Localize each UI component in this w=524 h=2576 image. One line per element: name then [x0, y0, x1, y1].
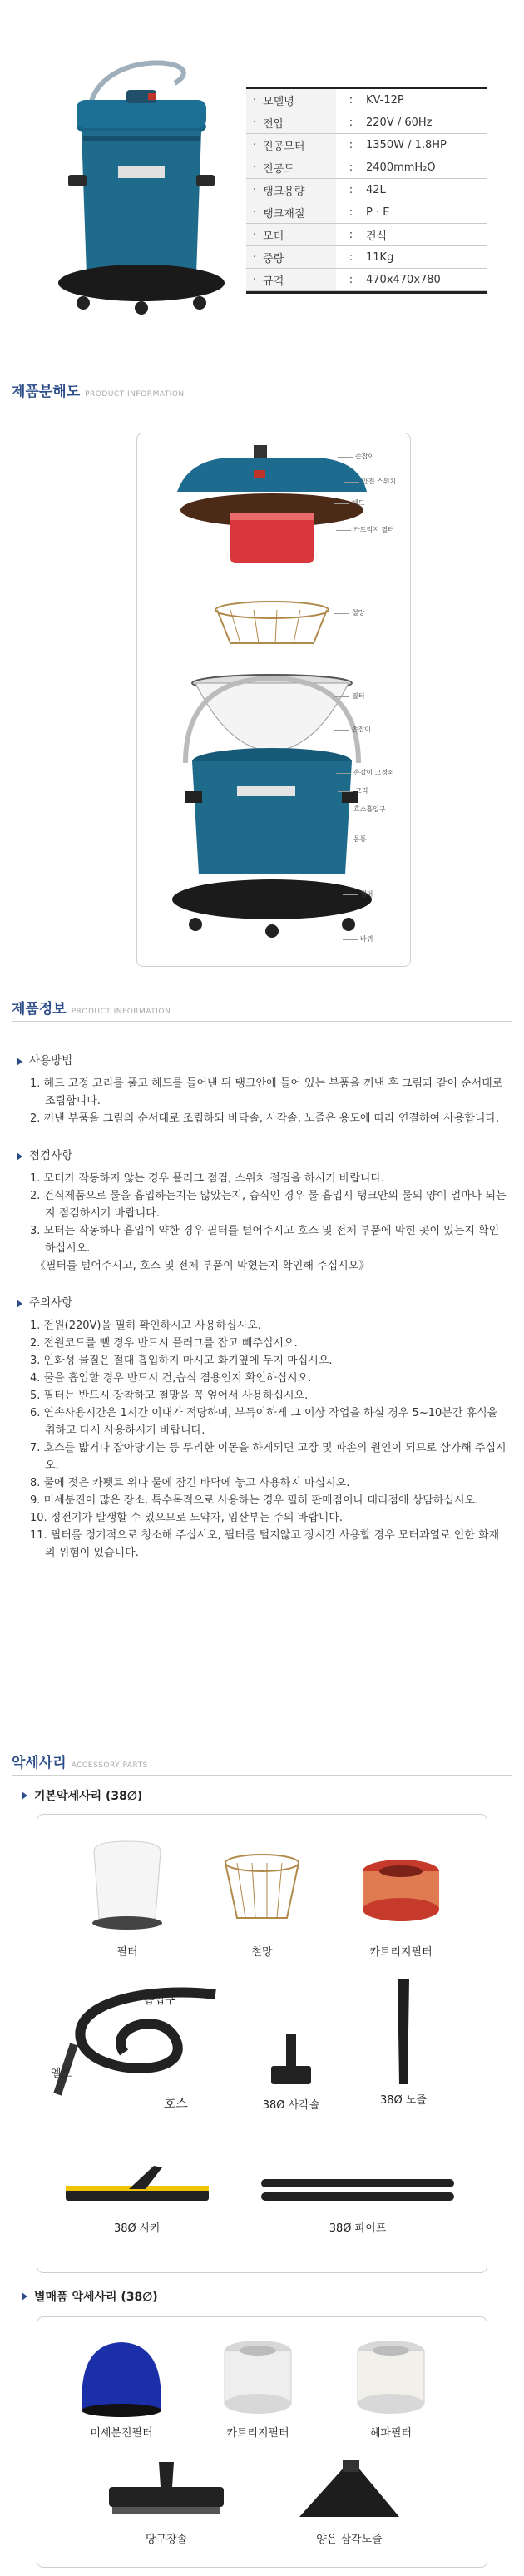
accessory-squeegee: 38Ø 사카: [54, 2164, 220, 2235]
triangle-nozzle-icon: [291, 2459, 408, 2525]
accessory-square-brush: 38Ø 사각솔: [245, 2033, 337, 2112]
spec-table: [246, 87, 487, 294]
check-note: 《필터를 털어주시고, 호스 및 전체 부품이 막혔는지 확인해 주십시오》: [35, 1260, 370, 1272]
accessory-section-title: 악세사리 ACCESSORY PARTS: [12, 1751, 512, 1776]
callout-body: 몸통: [353, 835, 367, 843]
cartridge-filter-white-icon: [216, 2336, 299, 2419]
accessory-cartridge-filter-2: 카트리지필터: [204, 2336, 312, 2440]
cartridge-filter-icon: [359, 1838, 442, 1938]
exploded-diagram: [136, 433, 411, 967]
bullet-triangle-icon: [22, 2292, 27, 2301]
list-item: 10. 정전기가 발생할 수 있으므로 노약자, 임산부는 주의 바랍니다.: [30, 1512, 343, 1524]
callout-cartridge-filter: 카트리지 필터: [353, 526, 394, 533]
bullet-triangle-icon: [17, 1152, 22, 1161]
accessory-mesh: 철망: [212, 1838, 312, 1959]
label-elbow: 엘보: [51, 2068, 72, 2080]
spec-row-vacuum: · 진공도 : 2400mmH₂O: [246, 156, 487, 179]
separate-accessory-heading: 별매품 악세사리 (38∅): [22, 2288, 158, 2305]
bullet-triangle-icon: [17, 1300, 22, 1308]
spec-row-model: · 모델명 : KV-12P: [246, 89, 487, 111]
callout-ring: 고리: [355, 787, 368, 795]
list-item: 7. 호스를 밟거나 잡아당기는 등 무리한 이동을 하게되면 고장 및 파손의 원인이 되므로 삼가해 주십시오.: [30, 1442, 507, 1472]
pipe-icon: [258, 2164, 457, 2214]
callout-head: 헤드: [352, 499, 365, 507]
list-item: 1. 전원(220V)을 필히 확인하시고 사용하십시오.: [30, 1320, 261, 1332]
list-item: 6. 연속사용시간은 1시간 이내가 적당하며, 부득이하게 그 이상 작업을 하실 경우 5~10분간 휴식을 취하고 다시 사용하시기 바랍니다.: [30, 1407, 498, 1437]
vacuum-product-image: [50, 50, 233, 324]
callout-wheel: 바퀴: [360, 935, 373, 943]
usage-group: 사용방법 1. 헤드 고정 고리를 풀고 헤드를 들어낸 뒤 탱크안에 들어 있는 부품을 꺼낸 후 그림과 같이 순서대로 조립합니다. 2. 꺼낸 부품을 그림의 순서대로 조립하되 바닥솔, 사각솔, 노즐은 용도에 따라 연결하여 사용합니다.: [17, 1053, 507, 1127]
list-item: 2. 꺼낸 부품을 그림의 순서대로 조립하되 바닥솔, 사각솔, 노즐은 용도에 따라 연결하여 사용합니다.: [30, 1112, 500, 1125]
accessory-hepa-filter: 헤파필터: [337, 2336, 445, 2440]
spec-bottom-rule: [246, 291, 487, 294]
accessory-fine-dust-filter: 미세분진필터: [67, 2336, 175, 2440]
caution-group: 주의사항 1. 전원(220V)을 필히 확인하시고 사용하십시오. 2. 전원코드를 뺄 경우 반드시 플러그를 잡고 빼주십시오. 3. 인화성 물질은 절대 흡입하지 마시고 화기옆에 두지 마십시오. 4. 물을 흡입할 경우 반드시 건,습식 겸용인지 확인하십시오. 5. 필터는 반드시 장착하고 철망을 꼭 엎어서 사용하십시오. 6. 연속사용시간은 1시간 이내가 적당하며, 부득이하게 그 이상 작업을 하실 경우 5~10분간 휴식을 취하고 다시 사용하시기 바랍니다. 7. 호스를 밟거나 잡아당기는 등 무리한 이동을 하게되면 고장 및 파손의 원인이 되므로 삼가해 주십시오. 8. 물에 젖은 카펫트 위나 물에 잠긴 바닥에 놓고 사용하지 마십시오. 9. 미세분진이 많은 장소, 특수목적으로 사용하는 경우 필히 판매점이나 대리점에 상담하십시오. 10. 정전기가 발생할 수 있으므로 노약자, 임산부는 주의 바랍니다. 11. 필터를 정기적으로 청소해 주십시오, 필터를 털지않고 장시간 사용할 경우 모터과열로 인한 화재의 위험이 있습니다.: [17, 1295, 507, 1562]
floor-squeegee-icon: [62, 2164, 212, 2214]
callout-filter: 필터: [352, 692, 365, 700]
diagram-section-title: 제품분해도 PRODUCT INFORMATION: [12, 379, 512, 404]
list-item: 8. 물에 젖은 카펫트 위나 물에 잠긴 바닥에 놓고 사용하지 마십시오.: [30, 1477, 350, 1489]
callout-handle-2: 손잡이: [352, 726, 372, 733]
check-group: 점검사항 1. 모터가 작동하지 않는 경우 플러그 점검, 스위치 점검을 하시기 바랍니다. 2. 건식제품으로 물을 흡입하는지는 않았는지, 습식인 경우 물 흡입시 탱크안의 물의 양이 얼마나 되는지 점검하시기 바랍니다. 3. 모터는 작동하나 흡입이 약한 경우 필터를 털어주시고 호스 및 전체 부품에 막힌 곳이 있는지 확인하십시오. 《필터를 털어주시고, 호스 및 전체 부품이 막혔는지 확인해 주십시오》: [17, 1147, 507, 1275]
crevice-nozzle-icon: [391, 1978, 416, 2086]
callout-hose-inlet: 호스흡입구: [353, 805, 386, 813]
spec-row-tank-material: · 탱크재질 : P · E: [246, 201, 487, 224]
accessory-billiard-brush: 당구장솔: [96, 2459, 237, 2546]
spec-row-motor-type: · 모터 : 건식: [246, 224, 487, 246]
hero-section: [0, 0, 524, 349]
hepa-filter-icon: [349, 2336, 433, 2419]
accessory-triangle-nozzle: 양은 삼각노즐: [279, 2459, 420, 2546]
mesh-basket-icon: [220, 1838, 304, 1938]
bullet-triangle-icon: [17, 1058, 22, 1066]
accessory-filter: 필터: [77, 1838, 177, 1959]
label-hose: 호스: [164, 2096, 188, 2111]
list-item: 5. 필터는 반드시 장착하고 철망을 꼭 엎어서 사용하십시오.: [30, 1390, 309, 1402]
list-item: 9. 미세분진이 많은 장소, 특수목적으로 사용하는 경우 필히 판매점이나 대리점에 상담하십시오.: [30, 1494, 479, 1507]
accessory-pipe: 38Ø 파이프: [254, 2164, 462, 2235]
list-item: 1. 모터가 작동하지 않는 경우 플러그 점검, 스위치 점검을 하시기 바랍니다.: [30, 1172, 385, 1185]
product-info-text: [17, 1053, 507, 1582]
basic-accessory-box: [37, 1814, 487, 2273]
exploded-diagram-illustration: [137, 433, 410, 966]
spec-row-weight: · 중량 : 11Kg: [246, 246, 487, 269]
callout-bumper: 탬퍼: [360, 890, 373, 898]
spec-row-motor-power: · 진공모터 : 1350W / 1,8HP: [246, 134, 487, 156]
basic-accessory-heading: 기본악세사리 (38∅): [22, 1787, 142, 1804]
list-item: 3. 인화성 물질은 절대 흡입하지 마시고 화기옆에 두지 마십시오.: [30, 1355, 333, 1367]
separate-accessory-box: [37, 2316, 487, 2568]
list-item: 2. 건식제품으로 물을 흡입하는지는 않았는지, 습식인 경우 물 흡입시 탱크안의 물의 양이 얼마나 되는지 점검하시기 바랍니다.: [30, 1190, 507, 1220]
accessory-cartridge-filter: 카트리지필터: [347, 1838, 455, 1959]
accessory-nozzle: 38Ø 노즐: [362, 1978, 445, 2107]
list-item: 1. 헤드 고정 고리를 풀고 헤드를 들어낸 뒤 탱크안에 들어 있는 부품을 꺼낸 후 그림과 같이 순서대로 조립합니다.: [30, 1077, 503, 1107]
fine-dust-filter-icon: [76, 2336, 167, 2419]
square-brush-icon: [266, 2033, 316, 2091]
info-section-title: 제품정보 PRODUCT INFORMATION: [12, 997, 512, 1022]
callout-safety-switch: 안전 스위치: [362, 478, 397, 485]
list-item: 2. 전원코드를 뺄 경우 반드시 플러그를 잡고 빼주십시오.: [30, 1337, 298, 1350]
callout-mesh: 철망: [352, 609, 365, 617]
filter-bag-icon: [86, 1838, 169, 1938]
list-item: 11. 필터를 정기적으로 청소해 주십시오, 필터를 털지않고 장시간 사용할 경우 모터과열로 인한 화재의 위험이 있습니다.: [30, 1529, 500, 1559]
bullet-triangle-icon: [22, 1791, 27, 1800]
list-item: 3. 모터는 작동하나 흡입이 약한 경우 필터를 털어주시고 호스 및 전체 부품에 막힌 곳이 있는지 확인하십시오.: [30, 1225, 500, 1255]
spec-row-tank-capacity: · 탱크용량 : 42L: [246, 179, 487, 201]
callout-handle: 손잡이: [355, 453, 375, 460]
list-item: 4. 물을 흡입할 경우 반드시 건,습식 겸용인지 확인하십시오.: [30, 1372, 312, 1385]
billiard-brush-icon: [104, 2459, 229, 2525]
label-inlet: 흡입구: [144, 1994, 175, 2007]
spec-row-size: · 규격 : 470x470x780: [246, 269, 487, 291]
spec-row-voltage: · 전압 : 220V / 60Hz: [246, 111, 487, 134]
callout-handle-lock: 손잡이 고정쇠: [353, 769, 394, 776]
